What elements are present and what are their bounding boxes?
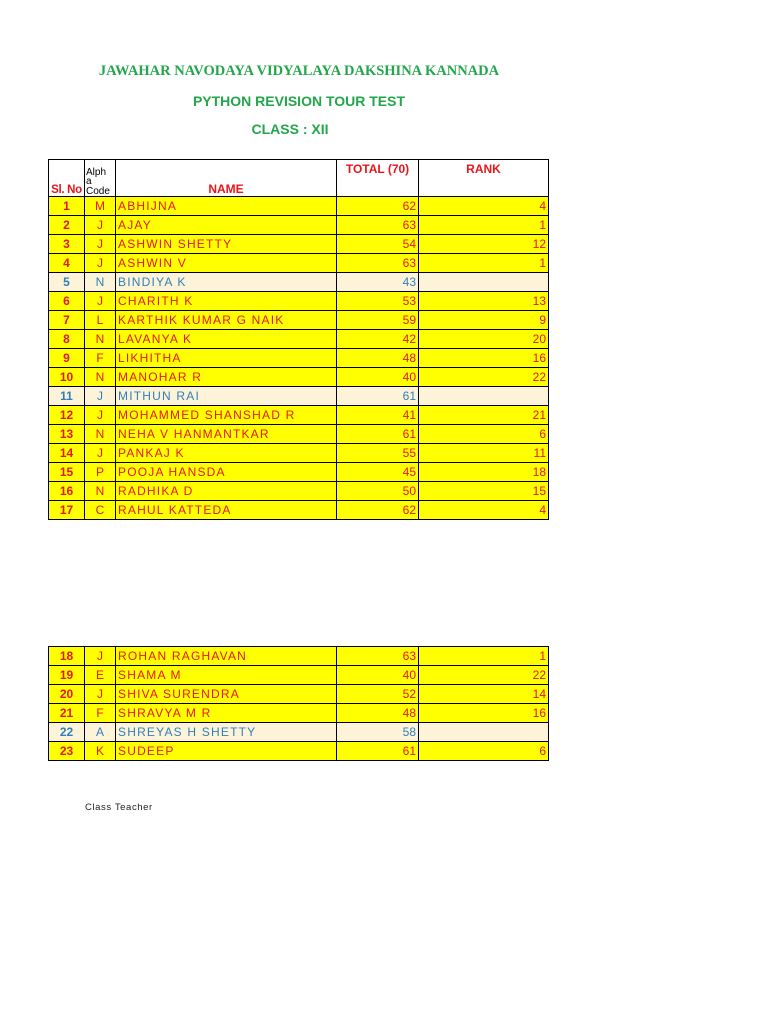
table-body-part-1 [49,197,549,520]
cell-sl-no: 18 [49,647,85,666]
table-row [49,387,549,406]
cell-sl-no: 22 [49,723,85,742]
cell-total: 41 [337,406,419,425]
column-header-rank: RANK [419,160,549,197]
cell-total: 48 [337,704,419,723]
cell-name: RADHIKA D [116,482,337,501]
cell-sl-no: 15 [49,463,85,482]
marks-table-part-2 [48,646,549,761]
cell-alpha-code: A [85,723,116,742]
marks-table-part-1 [48,159,549,520]
cell-sl-no: 16 [49,482,85,501]
cell-sl-no: 23 [49,742,85,761]
table-row [49,685,549,704]
cell-alpha-code: K [85,742,116,761]
cell-sl-no: 5 [49,273,85,292]
cell-rank: 13 [419,292,549,311]
column-header-alpha-code [85,160,116,197]
cell-name: POOJA HANSDA [116,463,337,482]
cell-alpha-code: F [85,349,116,368]
table-row [49,425,549,444]
cell-name: BINDIYA K [116,273,337,292]
column-header-alpha-code-label: Alph a Code [86,166,110,197]
cell-total: 63 [337,216,419,235]
cell-total: 40 [337,666,419,685]
cell-alpha-code: J [85,406,116,425]
cell-rank [419,387,549,406]
cell-rank: 21 [419,406,549,425]
cell-sl-no: 9 [49,349,85,368]
cell-alpha-code: M [85,197,116,216]
cell-rank: 18 [419,463,549,482]
cell-total: 53 [337,292,419,311]
cell-total: 52 [337,685,419,704]
column-header-total: TOTAL (70) [337,160,419,197]
cell-name: LIKHITHA [116,349,337,368]
cell-rank: 15 [419,482,549,501]
cell-sl-no: 10 [49,368,85,387]
cell-name: SUDEEP [116,742,337,761]
cell-rank [419,723,549,742]
cell-alpha-code: L [85,311,116,330]
cell-alpha-code: J [85,254,116,273]
cell-rank: 20 [419,330,549,349]
cell-alpha-code: J [85,444,116,463]
table-body-part-2 [49,647,549,761]
cell-name: ABHIJNA [116,197,337,216]
class-teacher-label: Class Teacher [85,802,153,813]
cell-total: 63 [337,647,419,666]
table-row [49,254,549,273]
cell-name: MANOHAR R [116,368,337,387]
cell-alpha-code: N [85,330,116,349]
cell-alpha-code: J [85,216,116,235]
cell-name: ROHAN RAGHAVAN [116,647,337,666]
table-row [49,723,549,742]
cell-total: 61 [337,387,419,406]
cell-total: 50 [337,482,419,501]
cell-sl-no: 19 [49,666,85,685]
cell-sl-no: 8 [49,330,85,349]
cell-name: LAVANYA K [116,330,337,349]
table-row [49,368,549,387]
cell-alpha-code: J [85,235,116,254]
cell-total: 62 [337,501,419,520]
cell-name: PANKAJ K [116,444,337,463]
cell-alpha-code: F [85,704,116,723]
cell-rank: 6 [419,742,549,761]
cell-total: 63 [337,254,419,273]
cell-total: 55 [337,444,419,463]
cell-sl-no: 14 [49,444,85,463]
cell-rank: 6 [419,425,549,444]
cell-rank: 22 [419,666,549,685]
table-row [49,482,549,501]
table-row [49,666,549,685]
cell-name: NEHA V HANMANTKAR [116,425,337,444]
table-row [49,463,549,482]
cell-total: 43 [337,273,419,292]
cell-total: 62 [337,197,419,216]
cell-alpha-code: J [85,387,116,406]
table-row [49,311,549,330]
cell-rank: 11 [419,444,549,463]
cell-alpha-code: J [85,647,116,666]
cell-sl-no: 21 [49,704,85,723]
cell-sl-no: 3 [49,235,85,254]
cell-name: ASHWIN SHETTY [116,235,337,254]
cell-rank [419,273,549,292]
cell-alpha-code: E [85,666,116,685]
cell-name: AJAY [116,216,337,235]
table-row [49,349,549,368]
cell-total: 59 [337,311,419,330]
cell-rank: 12 [419,235,549,254]
test-title: PYTHON REVISION TOUR TEST [192,93,406,109]
table-header-row [49,160,549,197]
cell-name: SHREYAS H SHETTY [116,723,337,742]
cell-alpha-code: N [85,368,116,387]
column-header-name: NAME [116,160,337,197]
cell-rank: 14 [419,685,549,704]
cell-alpha-code: N [85,425,116,444]
cell-total: 45 [337,463,419,482]
cell-name: KARTHIK KUMAR G NAIK [116,311,337,330]
table-row [49,647,549,666]
cell-alpha-code: P [85,463,116,482]
cell-alpha-code: N [85,482,116,501]
cell-sl-no: 12 [49,406,85,425]
cell-name: CHARITH K [116,292,337,311]
cell-total: 42 [337,330,419,349]
cell-rank: 4 [419,197,549,216]
cell-total: 58 [337,723,419,742]
cell-name: SHIVA SURENDRA [116,685,337,704]
cell-sl-no: 7 [49,311,85,330]
cell-total: 48 [337,349,419,368]
school-title: JAWAHAR NAVODAYA VIDYALAYA DAKSHINA KANNADA [98,63,500,79]
cell-rank: 16 [419,704,549,723]
table-row [49,444,549,463]
cell-name: MOHAMMED SHANSHAD R [116,406,337,425]
cell-sl-no: 17 [49,501,85,520]
cell-rank: 4 [419,501,549,520]
cell-total: 61 [337,425,419,444]
cell-rank: 9 [419,311,549,330]
cell-alpha-code: C [85,501,116,520]
table-row [49,197,549,216]
cell-sl-no: 1 [49,197,85,216]
cell-rank: 1 [419,254,549,273]
cell-name: RAHUL KATTEDA [116,501,337,520]
cell-alpha-code: J [85,685,116,704]
cell-rank: 22 [419,368,549,387]
cell-alpha-code: J [85,292,116,311]
cell-sl-no: 6 [49,292,85,311]
table-row [49,501,549,520]
table-row [49,292,549,311]
cell-rank: 16 [419,349,549,368]
cell-total: 54 [337,235,419,254]
table-row [49,330,549,349]
cell-total: 40 [337,368,419,387]
cell-rank: 1 [419,216,549,235]
table-row [49,742,549,761]
class-title: CLASS : XII [251,121,329,137]
table-row [49,235,549,254]
cell-sl-no: 13 [49,425,85,444]
cell-sl-no: 20 [49,685,85,704]
table-row [49,273,549,292]
table-row [49,406,549,425]
cell-name: SHRAVYA M R [116,704,337,723]
cell-sl-no: 4 [49,254,85,273]
cell-total: 61 [337,742,419,761]
cell-name: SHAMA M [116,666,337,685]
cell-rank: 1 [419,647,549,666]
table-row [49,704,549,723]
column-header-sl-no: Sl. No [49,160,85,197]
cell-name: ASHWIN V [116,254,337,273]
cell-alpha-code: N [85,273,116,292]
cell-sl-no: 2 [49,216,85,235]
table-row [49,216,549,235]
cell-sl-no: 11 [49,387,85,406]
cell-name: MITHUN RAI [116,387,337,406]
